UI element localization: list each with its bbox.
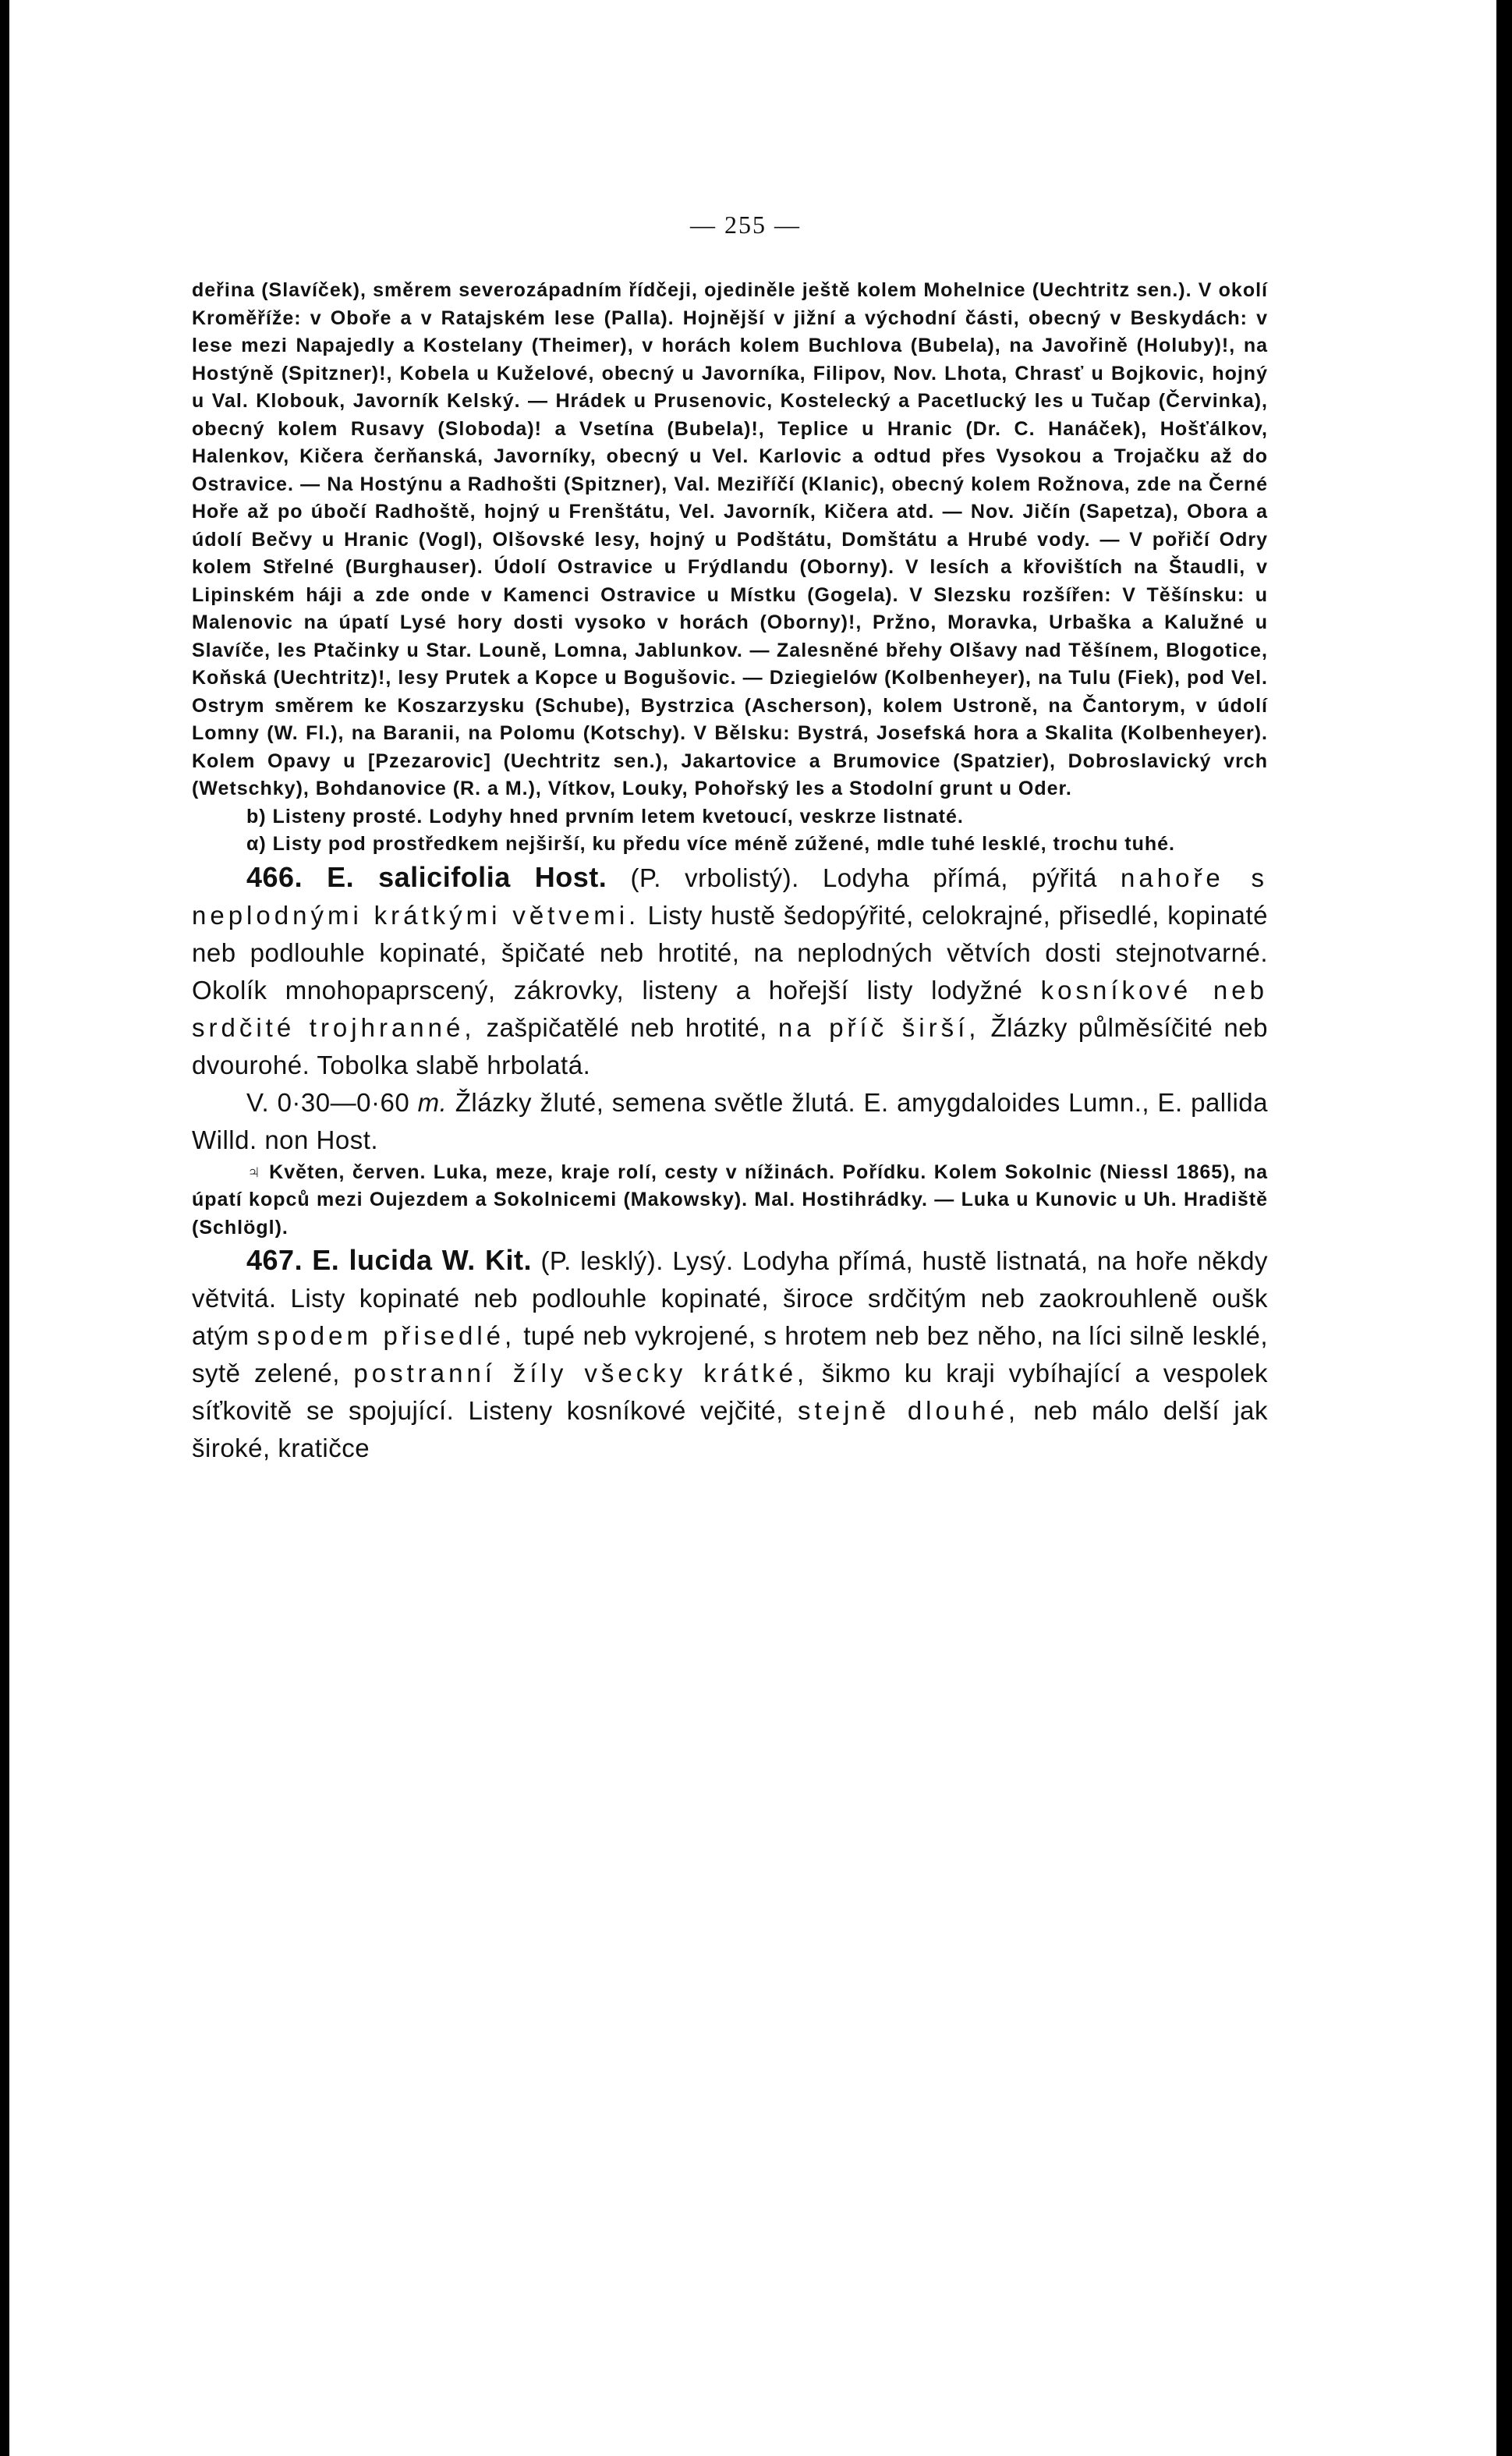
species-466-description — [192, 859, 1268, 1084]
species-467-czech: (P. lesklý). — [540, 1246, 664, 1275]
species-466-name: 466. E. salicifolia Host. — [246, 860, 607, 893]
scan-border-left — [0, 0, 9, 2456]
species-466-size-line — [192, 1084, 1268, 1159]
species-466-text-3: zašpičatělé neb hrotité, — [486, 1012, 767, 1042]
species-467-text-2: tupé neb vykrojené, s hrotem neb bez něho, na líci silně lesklé, sytě zelené, — [192, 1321, 1268, 1387]
species-467-description — [192, 1242, 1268, 1467]
species-466-v: V. 0·30—0·60 — [246, 1087, 410, 1117]
species-466-spaced-3: na příč širší, — [777, 1012, 980, 1042]
species-466 — [192, 859, 1268, 1159]
species-466-locality-block — [192, 1159, 1268, 1242]
species-466-text-2: Listy hustě šedopýřité, celokrajné, přisedlé, kopinaté neb podlouhle kopinaté, špičaté neb hrotité, na neplodných větvích dosti stejnotvarné. Okolík mnohopaprscený, zákrovky, listeny a hořejší listy lodyžné — [192, 900, 1268, 1005]
species-466-v-rest: Žlázky žluté, semena světle žlutá. E. amygdaloides Lumn., E. pallida Willd. non Host. — [192, 1087, 1269, 1154]
species-467-text-1: Lysý. Lodyha přímá, hustě listnatá, na hoře někdy větvitá. Listy kopinaté neb podlouhle kopinaté, široce srdčitým neb zaokrouhleně oušk atým — [192, 1246, 1269, 1350]
species-467-text-3: šikmo ku kraji vybíhající a vespolek síťkovitě se spojující. Listeny kosníkové vejčité, — [192, 1359, 1269, 1425]
species-466-unit: m. — [417, 1087, 448, 1117]
subsection-alpha: α) Listy pod prostředkem nejširší, ku předu více méně zúžené, mdle tuhé lesklé, trochu tuhé. — [246, 833, 1175, 855]
scan-border-right — [1496, 0, 1512, 2456]
page-number: — 255 — — [690, 211, 801, 239]
species-466-text-4: Žlázky půlměsíčité neb dvourohé. Tobolka slabě hrbolatá. — [192, 1012, 1268, 1079]
species-466-spaced-1: nahoře s neplodnými krátkými větvemi. — [192, 863, 1268, 930]
species-466-locality: ♃ Květen, červen. Luka, meze, kraje rolí, cesty v nížinách. Pořídku. Kolem Sokolnic (Niessl 1865), na úpatí kopců mezi Oujezdem a Sokolnicemi (Makowsky). Mal. Hostihrádky. — Luka u Kunovic u Uh. Hradiště (Schlögl). — [192, 1161, 1268, 1239]
subsection-b: b) Listeny prosté. Lodyhy hned prvním letem kvetoucí, veskrze listnaté. — [246, 805, 964, 828]
species-466-spaced-2: kosníkové neb srdčité trojhranné, — [192, 975, 1268, 1042]
species-466-czech: (P. vrbolistý). — [630, 863, 799, 892]
species-467-name: 467. E. lucida W. Kit. — [246, 1244, 533, 1276]
paragraph-continued: deřina (Slavíček), směrem severozápadním řídčeji, ojediněle ještě kolem Mohelnice (Uechtritz sen.). V okolí Kroměříže: v Oboře a v Ratajském lese (Palla). Hojnější v jižní a východní části, obecný v Beskydách: v lese mezi Napajedly a Kostelany (Theimer), v horách kolem Buchlova (Bubela), na Javořině (Holuby)!, na Hostýně (Spitzner)!, Kobela u Kuželové, obecný u Javorníka, Filipov, Nov. Lhota, Chrasť u Bojkovic, hojný u Val. Klobouk, Javorník Kelský. — Hrádek u Prusenovic, Kostelecký a Pacetlucký les u Tučap (Červinka), obecný kolem Rusavy (Sloboda)! a Vsetína (Bubela)!, Teplice u Hranic (Dr. C. Hanáček), Hošťálkov, Halenkov, Kičera čerňanská, Javorníky, obecný u Vel. Karlovic a odtud přes Vysokou a Trojačku až do Ostravice. — Na Hostýnu a Radhošti (Spitzner), Val. Meziříčí (Klanic), obecný kolem Rožnova, zde na Černé Hoře až po úbočí Radhoště, hojný u Frenštátu, Vel. Javorník, Kičera atd. — Nov. Jičín (Sapetza), Obora a údolí Bečvy u Hranic (Vogl), Olšovské lesy, hojný u Podštátu, Domštátu a Hrubé vody. — V pořičí Odry kolem Střelné (Burghauser). Údolí Ostravice u Frýdlandu (Oborny). V lesích a křovištích na Štaudli, v Lipinském háji a zde onde v Kamenci Ostravice u Místku (Gogela). V Slezsku rozšířen: V Těšínsku: u Malenovic na úpatí Lysé hory dosti vysoko v horách (Oborny)!, Pržno, Moravka, Urbaška a Kalužné u Slavíče, les Ptačinky u Star. Louně, Lomna, Jablunkov. — Zalesněné břehy Olšavy nad Těšínem, Blogotice, Koňská (Uechtritz)!, lesy Prutek a Kopce u Bogušovic. — Dziegielów (Kolbenheyer), na Tulu (Fiek), pod Vel. Ostrym směrem ke Koszarzysku (Schube), Bystrzica (Ascherson), kolem Ustroně, na Čantorym, v údolí Lomny (W. Fl.), na Baranii, na Polomu (Kotschy). V Bělsku: Bystrá, Josefská hora a Skalita (Kolbenheyer). Kolem Opavy u [Pzezarovic] (Uechtritz sen.), Jakartovice a Brumovice (Spatzier), Dobroslavický vrch (Wetschky), Bohdanovice (R. a M.), Vítkov, Louky, Pohořský les a Stodolní grunt u Oder. — [192, 279, 1268, 799]
species-467-text-4: neb málo delší jak široké, kratičce — [192, 1396, 1269, 1462]
species-467-spaced-3: stejně dlouhé, — [798, 1396, 1020, 1425]
locality-block — [192, 277, 1268, 859]
species-467-spaced-2: postranní žíly všecky krátké, — [353, 1359, 809, 1387]
species-466-text-1: Lodyha přímá, pýřitá — [822, 863, 1097, 892]
page — [192, 211, 1268, 1467]
species-467-spaced-1: spodem přisedlé, — [257, 1321, 516, 1350]
species-467 — [192, 1242, 1268, 1467]
